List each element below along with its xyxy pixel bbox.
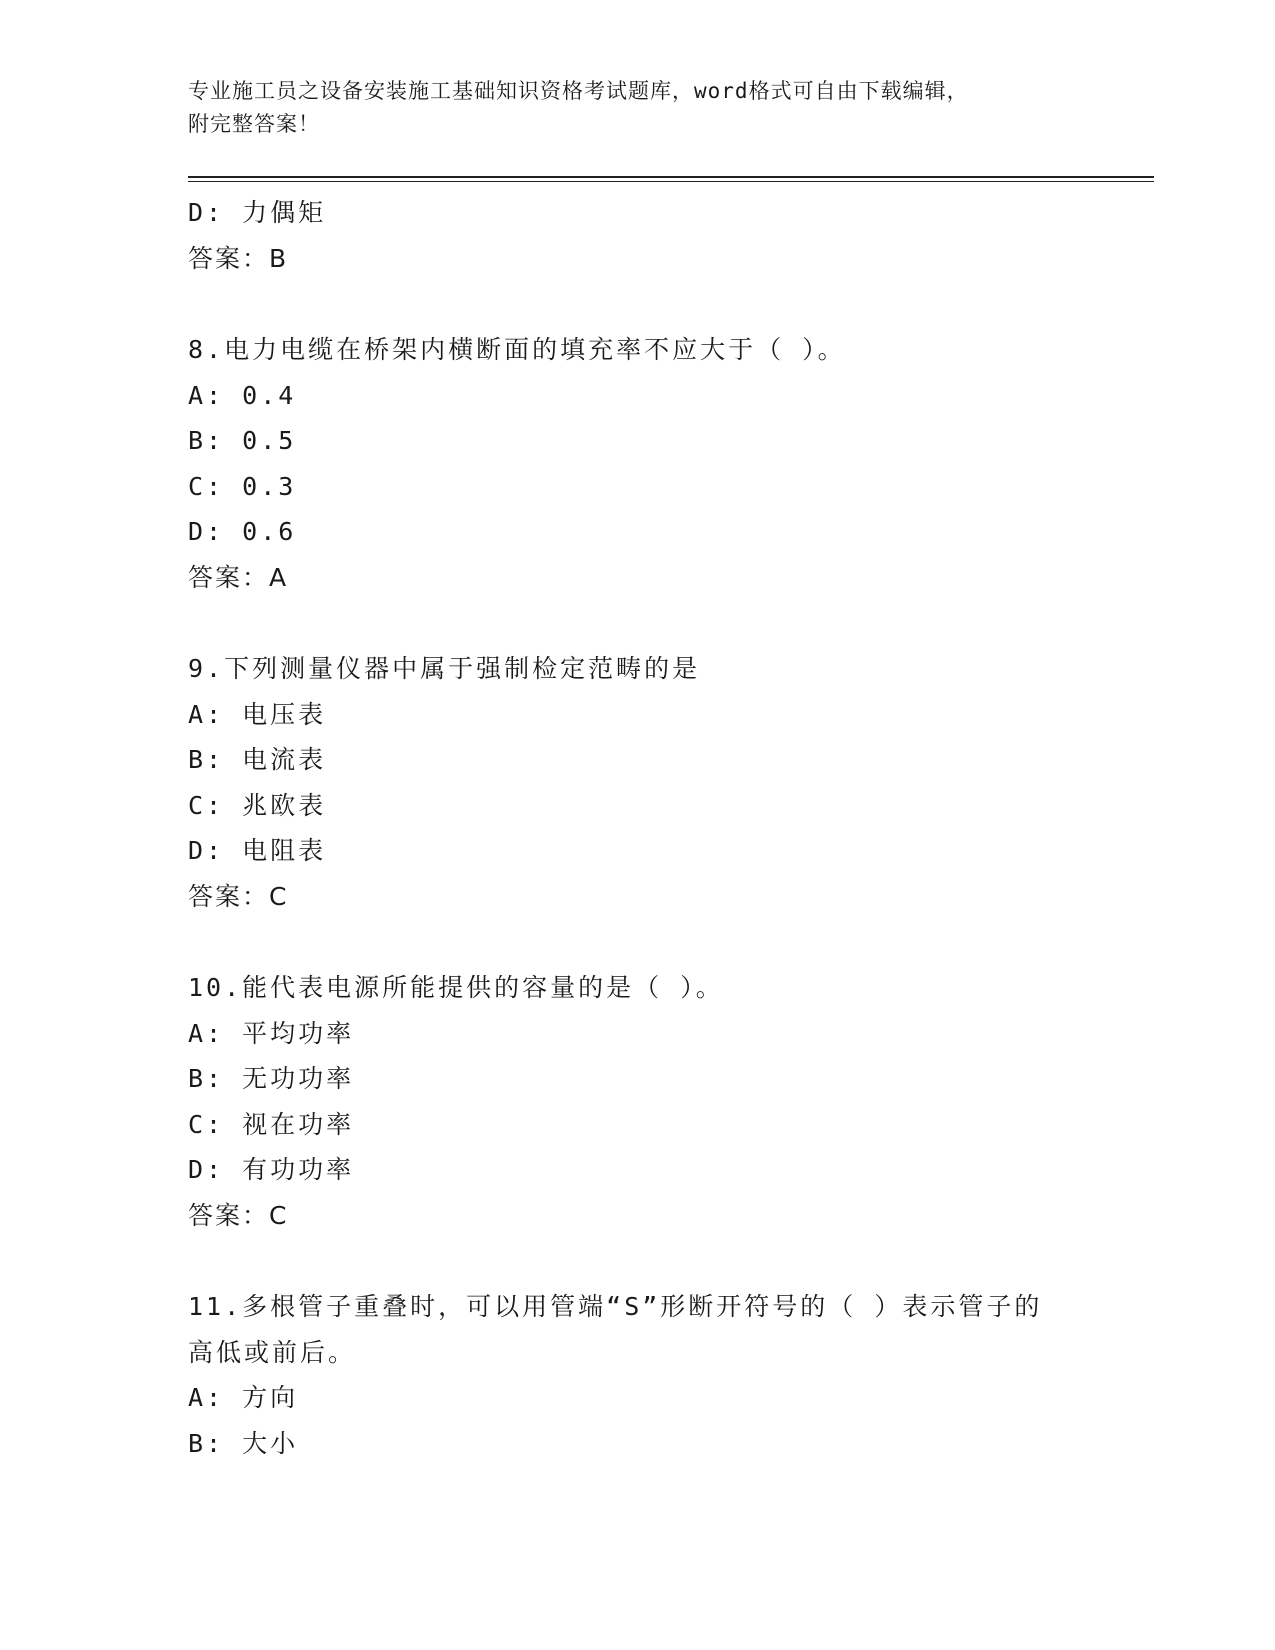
spacer — [188, 919, 1154, 965]
header-line-1: 专业施工员之设备安装施工基础知识资格考试题库，word格式可自由下载编辑， — [188, 79, 969, 103]
question-8 — [188, 327, 1154, 600]
option-a: A: 方向 — [188, 1383, 299, 1412]
question-text-line-1: 11.多根管子重叠时，可以用管端“S”形断开符号的（ ）表示管子的 — [188, 1292, 1043, 1321]
header-divider-thick — [188, 176, 1154, 178]
option-a: A: 0.4 — [188, 380, 297, 410]
option-a: A: 电压表 — [188, 699, 327, 729]
prev-option-d: D: 力偶矩 — [188, 198, 327, 227]
option-d: D: 0.6 — [188, 517, 297, 546]
option-b: B: 0.5 — [188, 426, 297, 455]
header-line-2: 附完整答案！ — [188, 112, 320, 136]
question-9 — [188, 646, 1154, 919]
option-b: B: 无功功率 — [188, 1064, 355, 1093]
option-b: B: 电流表 — [188, 745, 327, 774]
spacer — [188, 1238, 1154, 1284]
answer: 答案：C — [188, 881, 289, 911]
option-c: C: 兆欧表 — [188, 790, 327, 820]
option-c: C: 视在功率 — [188, 1109, 355, 1139]
option-a: A: 平均功率 — [188, 1018, 355, 1048]
option-d: D: 电阻表 — [188, 836, 327, 865]
question-10 — [188, 965, 1154, 1238]
option-b: B: 大小 — [188, 1428, 299, 1458]
answer: 答案：C — [188, 1200, 289, 1230]
question-content — [188, 190, 1154, 1466]
spacer — [188, 600, 1154, 646]
document-header — [188, 75, 1088, 141]
answer: 答案：A — [188, 562, 289, 592]
question-text: 10.能代表电源所能提供的容量的是（ ）。 — [188, 973, 724, 1002]
question-11 — [188, 1284, 1154, 1466]
option-c: C: 0.3 — [188, 471, 297, 501]
header-divider-thin — [188, 181, 1154, 182]
question-text-line-2: 高低或前后。 — [188, 1337, 357, 1367]
prev-answer: 答案：B — [188, 243, 289, 273]
question-text: 8.电力电缆在桥架内横断面的填充率不应大于（ ）。 — [188, 335, 846, 364]
spacer — [188, 281, 1154, 327]
question-text: 9.下列测量仪器中属于强制检定范畴的是 — [188, 654, 701, 683]
option-d: D: 有功功率 — [188, 1155, 355, 1184]
